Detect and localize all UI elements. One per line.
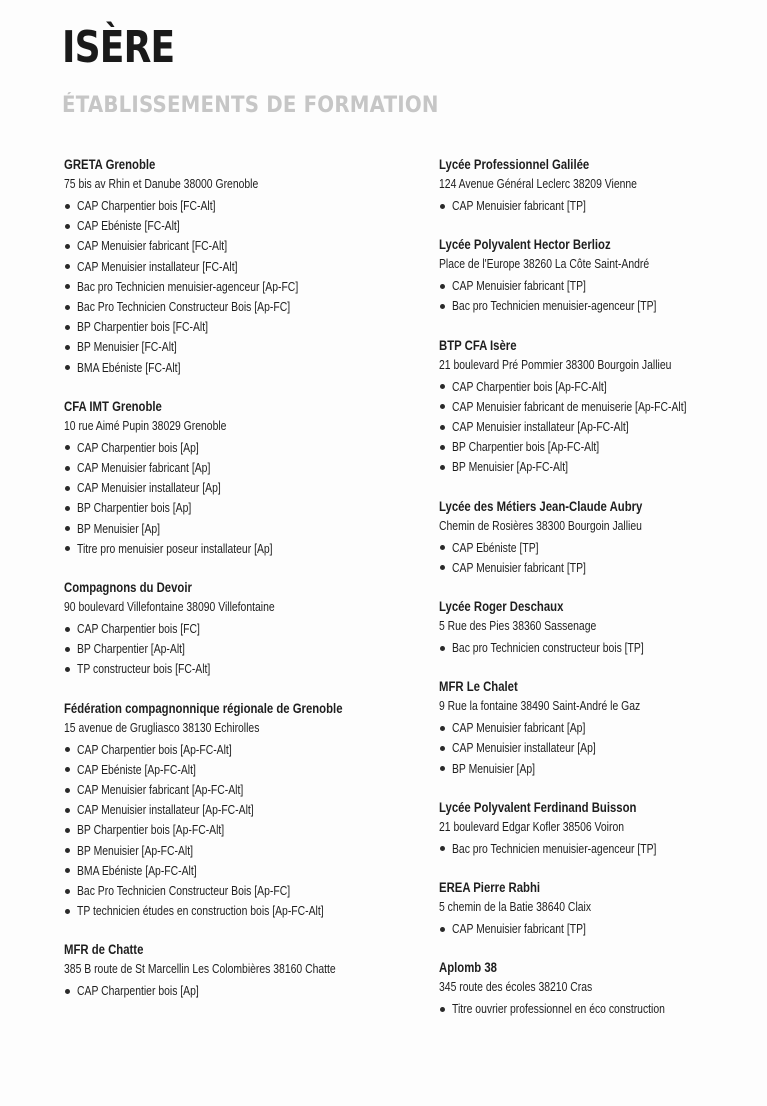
section-spacer <box>439 216 759 236</box>
institution-block <box>439 236 759 316</box>
course-item <box>64 841 414 861</box>
institution-address: 21 boulevard Edgar Kofler 38506 Voiron <box>439 818 625 834</box>
course-label: CAP Menuisier fabricant [TP] <box>452 559 586 575</box>
institution-name: Lycée Roger Deschaux <box>439 599 564 615</box>
institution-name: Lycée Professionnel Galilée <box>439 157 590 172</box>
course-label: BMA Ebéniste [Ap-FC-Alt] <box>77 862 197 878</box>
bullet-icon <box>65 506 70 511</box>
institution-block <box>64 941 414 1001</box>
course-label: CAP Menuisier fabricant [TP] <box>452 278 586 294</box>
section-spacer <box>439 478 759 498</box>
course-item <box>439 397 759 417</box>
section-spacer <box>439 859 759 879</box>
course-list <box>64 196 414 378</box>
bullet-icon <box>440 384 445 389</box>
course-list <box>439 276 759 316</box>
course-item <box>64 800 414 820</box>
left-column <box>64 156 414 1002</box>
institution-block <box>439 498 759 578</box>
institution-block <box>439 799 759 859</box>
course-item <box>439 638 759 658</box>
institution-name: EREA Pierre Rabhi <box>439 880 541 896</box>
bullet-icon <box>440 927 445 932</box>
course-item <box>64 317 414 337</box>
course-item <box>64 659 414 679</box>
course-label: CAP Menuisier installateur [Ap] <box>77 480 221 496</box>
institution-name: MFR Le Chalet <box>439 679 518 695</box>
bullet-icon <box>440 304 445 309</box>
institution-block <box>439 959 759 1019</box>
course-label: CAP Charpentier bois [Ap] <box>77 439 199 455</box>
section-spacer <box>64 559 414 579</box>
institution-block <box>439 337 759 478</box>
section-spacer <box>439 939 759 959</box>
bullet-icon <box>440 425 445 430</box>
institution-address: 10 rue Aimé Pupin 38029 Grenoble <box>64 417 227 433</box>
course-item <box>64 458 414 478</box>
institution-block <box>439 156 759 216</box>
course-label: Bac pro Technicien constructeur bois [TP] <box>452 640 644 656</box>
course-label: CAP Ebéniste [TP] <box>452 539 539 555</box>
bullet-icon <box>65 828 70 833</box>
course-list <box>439 196 759 216</box>
course-label: CAP Menuisier installateur [Ap-FC-Alt] <box>452 419 629 435</box>
bullet-icon <box>65 889 70 894</box>
institution-name: CFA IMT Grenoble <box>64 398 162 414</box>
institution-block <box>64 579 414 680</box>
institution-block <box>64 156 414 378</box>
course-item <box>439 759 759 779</box>
institution-address: 5 Rue des Pies 38360 Sassenage <box>439 618 597 634</box>
course-item <box>64 981 414 1001</box>
course-item <box>64 216 414 236</box>
course-list <box>439 999 759 1019</box>
bullet-icon <box>65 868 70 873</box>
course-list <box>64 981 414 1001</box>
course-label: TP constructeur bois [FC-Alt] <box>77 661 211 677</box>
institution-block <box>64 398 414 559</box>
bullet-icon <box>65 526 70 531</box>
course-label: CAP Menuisier fabricant [Ap] <box>452 720 586 736</box>
course-list <box>439 538 759 578</box>
course-label: BP Menuisier [Ap-FC-Alt] <box>77 842 193 858</box>
institution-name: Lycée Polyvalent Ferdinand Buisson <box>439 799 637 815</box>
course-item <box>439 437 759 457</box>
course-label: BP Charpentier bois [Ap-FC-Alt] <box>452 439 600 455</box>
bullet-icon <box>440 284 445 289</box>
course-label: BP Charpentier bois [Ap] <box>77 500 192 516</box>
section-spacer <box>439 658 759 678</box>
course-item <box>64 478 414 498</box>
course-label: CAP Menuisier fabricant [TP] <box>452 921 586 937</box>
institution-name: Aplomb 38 <box>439 960 497 976</box>
section-spacer <box>64 680 414 700</box>
course-label: Titre pro menuisier poseur installateur [Ap] <box>77 540 273 556</box>
course-label: CAP Menuisier installateur [FC-Alt] <box>77 258 238 274</box>
course-item <box>439 839 759 859</box>
course-label: TP technicien études en construction bois [Ap-FC-Alt] <box>77 903 324 919</box>
institution-address: 15 avenue de Grugliasco 38130 Echirolles <box>64 719 260 735</box>
course-list <box>64 438 414 559</box>
course-item <box>439 919 759 939</box>
institution-address: 124 Avenue Général Leclerc 38209 Vienne <box>439 176 637 191</box>
course-list <box>439 638 759 658</box>
bullet-icon <box>65 667 70 672</box>
institution-block <box>64 700 414 922</box>
course-item <box>64 196 414 216</box>
course-label: CAP Menuisier fabricant [FC-Alt] <box>77 238 228 254</box>
right-column <box>439 156 759 1019</box>
bullet-icon <box>65 747 70 752</box>
course-list <box>439 377 759 478</box>
bullet-icon <box>65 909 70 914</box>
course-label: Titre ouvrier professionnel en éco construction <box>452 1001 665 1017</box>
course-item <box>439 196 759 216</box>
bullet-icon <box>440 646 445 651</box>
bullet-icon <box>65 204 70 209</box>
bullet-icon <box>65 264 70 269</box>
course-label: BP Menuisier [Ap] <box>452 760 536 776</box>
bullet-icon <box>440 445 445 450</box>
institution-name: GRETA Grenoble <box>64 157 156 172</box>
bullet-icon <box>65 647 70 652</box>
course-item <box>64 820 414 840</box>
bullet-icon <box>440 465 445 470</box>
bullet-icon <box>440 1007 445 1012</box>
page-title: ISÈRE <box>62 22 175 73</box>
page-subtitle: ÉTABLISSEMENTS DE FORMATION <box>62 93 439 118</box>
bullet-icon <box>440 766 445 771</box>
course-label: CAP Charpentier bois [Ap-FC-Alt] <box>77 741 232 757</box>
bullet-icon <box>440 565 445 570</box>
course-label: BP Menuisier [Ap-FC-Alt] <box>452 459 568 475</box>
course-label: Bac Pro Technicien Constructeur Bois [Ap-FC] <box>77 299 291 315</box>
course-item <box>64 639 414 659</box>
course-item <box>439 276 759 296</box>
course-item <box>64 358 414 378</box>
course-label: Bac pro Technicien menuisier-agenceur [Ap-FC] <box>77 278 299 294</box>
course-item <box>439 738 759 758</box>
course-label: BP Menuisier [Ap] <box>77 520 161 536</box>
course-item <box>439 296 759 316</box>
section-spacer <box>439 779 759 799</box>
bullet-icon <box>440 545 445 550</box>
bullet-icon <box>65 848 70 853</box>
course-item <box>439 558 759 578</box>
bullet-icon <box>65 365 70 370</box>
course-item <box>439 999 759 1019</box>
institution-address: 385 B route de St Marcellin Les Colombières 38160 Chatte <box>64 961 336 977</box>
course-list <box>439 839 759 859</box>
institution-address: 5 chemin de la Batie 38640 Claix <box>439 899 592 915</box>
course-item <box>64 257 414 277</box>
institution-address: Chemin de Rosières 38300 Bourgoin Jallieu <box>439 517 642 533</box>
section-spacer <box>439 578 759 598</box>
bullet-icon <box>65 244 70 249</box>
bullet-icon <box>440 846 445 851</box>
course-item <box>64 297 414 317</box>
section-spacer <box>64 378 414 398</box>
course-label: CAP Menuisier fabricant [Ap-FC-Alt] <box>77 782 244 798</box>
course-item <box>64 498 414 518</box>
institution-block <box>439 879 759 939</box>
bullet-icon <box>65 627 70 632</box>
course-item <box>64 760 414 780</box>
bullet-icon <box>440 204 445 209</box>
course-list <box>64 740 414 922</box>
course-item <box>439 457 759 477</box>
course-label: CAP Menuisier installateur [Ap-FC-Alt] <box>77 802 254 818</box>
course-item <box>64 740 414 760</box>
course-label: BP Charpentier bois [FC-Alt] <box>77 319 209 335</box>
bullet-icon <box>65 466 70 471</box>
bullet-icon <box>440 404 445 409</box>
institution-name: Lycée Polyvalent Hector Berlioz <box>439 237 611 253</box>
course-item <box>64 236 414 256</box>
bullet-icon <box>65 445 70 450</box>
course-item <box>64 539 414 559</box>
course-item <box>64 438 414 458</box>
institution-address: 9 Rue la fontaine 38490 Saint-André le Gaz <box>439 698 641 714</box>
course-label: BP Charpentier [Ap-Alt] <box>77 641 185 657</box>
bullet-icon <box>440 746 445 751</box>
course-item <box>64 780 414 800</box>
course-item <box>64 519 414 539</box>
institution-address: Place de l'Europe 38260 La Côte Saint-André <box>439 256 650 272</box>
course-item <box>439 718 759 738</box>
course-item <box>64 881 414 901</box>
course-label: Bac Pro Technicien Constructeur Bois [Ap-FC] <box>77 883 291 899</box>
course-item <box>439 417 759 437</box>
bullet-icon <box>65 486 70 491</box>
institution-name: Compagnons du Devoir <box>64 580 192 596</box>
course-item <box>64 619 414 639</box>
course-label: Bac pro Technicien menuisier-agenceur [TP] <box>452 298 657 314</box>
course-item <box>64 901 414 921</box>
course-label: CAP Menuisier fabricant [TP] <box>452 198 586 213</box>
institution-address: 21 boulevard Pré Pommier 38300 Bourgoin Jallieu <box>439 356 672 372</box>
course-list <box>439 919 759 939</box>
section-spacer <box>439 317 759 337</box>
course-label: CAP Ebéniste [Ap-FC-Alt] <box>77 761 196 777</box>
course-item <box>64 277 414 297</box>
institution-name: BTP CFA Isère <box>439 337 517 353</box>
course-list <box>64 619 414 680</box>
bullet-icon <box>65 345 70 350</box>
course-item <box>64 861 414 881</box>
course-label: CAP Charpentier bois [FC] <box>77 621 200 637</box>
institution-address: 345 route des écoles 38210 Cras <box>439 979 593 995</box>
course-label: BP Menuisier [FC-Alt] <box>77 339 177 355</box>
bullet-icon <box>65 284 70 289</box>
bullet-icon <box>65 989 70 994</box>
course-label: CAP Charpentier bois [Ap-FC-Alt] <box>452 378 607 394</box>
course-item <box>439 377 759 397</box>
institution-block <box>439 678 759 779</box>
course-label: CAP Charpentier bois [Ap] <box>77 983 199 999</box>
course-label: CAP Charpentier bois [FC-Alt] <box>77 198 216 213</box>
section-spacer <box>64 921 414 941</box>
bullet-icon <box>440 726 445 731</box>
course-label: CAP Menuisier fabricant [Ap] <box>77 460 211 476</box>
institution-block <box>439 598 759 658</box>
course-label: CAP Ebéniste [FC-Alt] <box>77 218 180 234</box>
bullet-icon <box>65 767 70 772</box>
bullet-icon <box>65 546 70 551</box>
institution-name: Fédération compagnonnique régionale de Grenoble <box>64 700 343 716</box>
course-item <box>64 337 414 357</box>
institution-address: 75 bis av Rhin et Danube 38000 Grenoble <box>64 176 259 191</box>
course-label: BP Charpentier bois [Ap-FC-Alt] <box>77 822 225 838</box>
bullet-icon <box>65 808 70 813</box>
course-label: CAP Menuisier installateur [Ap] <box>452 740 596 756</box>
institution-name: MFR de Chatte <box>64 942 144 958</box>
course-label: CAP Menuisier fabricant de menuiserie [Ap-FC-Alt] <box>452 398 687 414</box>
institution-address: 90 boulevard Villefontaine 38090 Villefontaine <box>64 599 275 615</box>
bullet-icon <box>65 305 70 310</box>
course-item <box>439 538 759 558</box>
bullet-icon <box>65 788 70 793</box>
institution-name: Lycée des Métiers Jean-Claude Aubry <box>439 498 643 514</box>
course-label: Bac pro Technicien menuisier-agenceur [TP] <box>452 840 657 856</box>
course-label: BMA Ebéniste [FC-Alt] <box>77 359 181 375</box>
bullet-icon <box>65 224 70 229</box>
bullet-icon <box>65 325 70 330</box>
course-list <box>439 718 759 779</box>
